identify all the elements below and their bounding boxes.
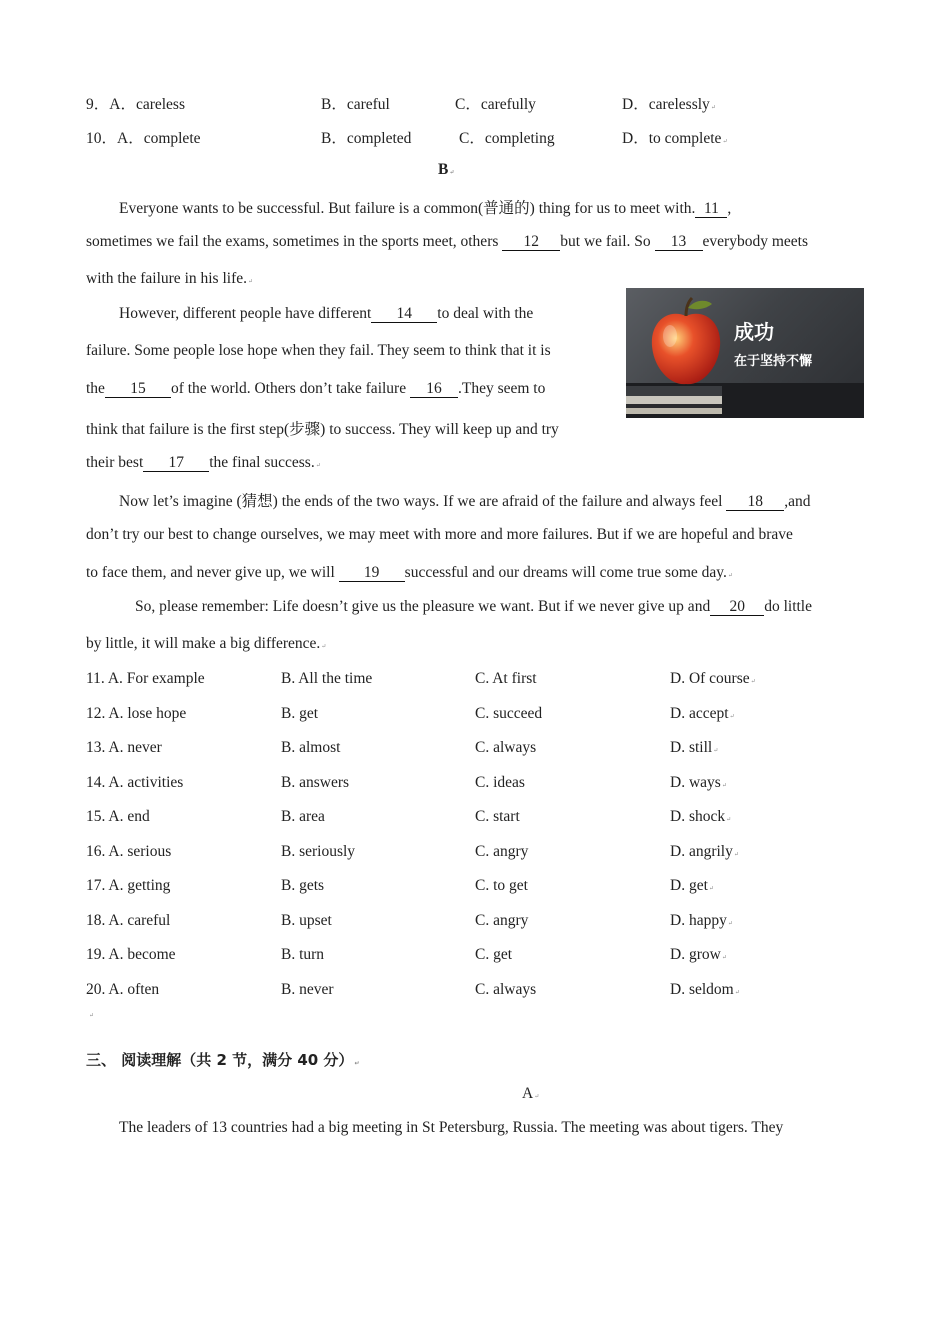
section-3-part-a-heading: A↵ xyxy=(522,1085,540,1102)
option-row-17-c: C. to get xyxy=(475,877,528,894)
option-row-13-d: D. still↵ xyxy=(670,739,719,756)
section-3-passage-line-1: The leaders of 13 countries had a big meeting in St Petersburg, Russia. The meeting was about tigers. They xyxy=(119,1119,784,1136)
q9-option-c: C．carefully xyxy=(455,96,536,113)
option-row-12-b: B. get xyxy=(281,705,319,722)
option-row-13-c: C. always xyxy=(475,739,537,756)
blank-19[interactable]: 19 xyxy=(339,565,405,582)
q10-option-b: B．completed xyxy=(321,130,412,147)
q9-option-b: B．careful xyxy=(321,96,390,113)
option-row-19-d: D. grow↵ xyxy=(670,946,727,963)
option-row-20-d: D. seldom↵ xyxy=(670,981,740,998)
blank-14[interactable]: 14 xyxy=(371,306,437,323)
option-row-12-a: 12. A. lose hope xyxy=(86,705,187,722)
passage-b-line-9: Now let’s imagine (猜想) the ends of the two ways. If we are afraid of the failure and always feel 18 ,and xyxy=(119,493,811,510)
passage-b-line-5: failure. Some people lose hope when they fail. They seem to think that it is xyxy=(86,342,551,359)
option-row-15-c: C. start xyxy=(475,808,520,825)
option-row-12-c: C. succeed xyxy=(475,705,543,722)
passage-b-line-2: sometimes we fail the exams, sometimes in the sports meet, others 12 but we fail. So 13 everybody meets xyxy=(86,233,808,250)
success-apple-image xyxy=(626,288,864,418)
option-row-17-d: D. get↵ xyxy=(670,877,714,894)
option-row-19-c: C. get xyxy=(475,946,513,963)
section-3-title: 三、 阅读理解（共 2 节，满分 40 分）↵ xyxy=(86,1051,360,1069)
option-row-19-b: B. turn xyxy=(281,946,325,963)
passage-b-line-3: with the failure in his life.↵ xyxy=(86,270,254,287)
blank-12[interactable]: 12 xyxy=(502,234,560,251)
option-row-15-d: D. shock↵ xyxy=(670,808,732,825)
q9-option-d: D．carelessly↵ xyxy=(622,96,716,113)
option-row-11-b: B. All the time xyxy=(281,670,373,687)
option-row-11-c: C. At first xyxy=(475,670,537,687)
option-row-11-a: 11. A. For example xyxy=(86,670,205,687)
option-row-13-a: 13. A. never xyxy=(86,739,162,756)
blank-15[interactable]: 15 xyxy=(105,381,171,398)
option-row-20-b: B. never xyxy=(281,981,334,998)
option-row-18-d: D. happy↵ xyxy=(670,912,733,929)
option-row-14-d: D. ways↵ xyxy=(670,774,727,791)
part-b-heading: B↵ xyxy=(438,161,455,178)
option-row-17-a: 17. A. getting xyxy=(86,877,171,894)
option-row-14-c: C. ideas xyxy=(475,774,525,791)
option-row-17-b: B. gets xyxy=(281,877,325,894)
option-row-19-a: 19. A. become xyxy=(86,946,176,963)
passage-b-line-10: don’t try our best to change ourselves, we may meet with more and more failures. But if we are hopeful and brave xyxy=(86,526,793,543)
passage-b-line-4: However, different people have different 14 to deal with the xyxy=(119,305,534,322)
passage-b-line-11: to face them, and never give up, we will 19 successful and our dreams will come true some day.↵ xyxy=(86,564,733,581)
option-row-11-d: D. Of course↵ xyxy=(670,670,756,687)
passage-b-line-12: So, please remember: Life doesn’t give us the pleasure we want. But if we never give up and 20 do little xyxy=(135,598,812,615)
option-row-20-c: C. always xyxy=(475,981,537,998)
option-row-16-a: 16. A. serious xyxy=(86,843,172,860)
passage-b-line-1: Everyone wants to be successful. But failure is a common(普通的) thing for us to meet with. 11 , xyxy=(119,200,732,217)
blank-16[interactable]: 16 xyxy=(410,381,458,398)
option-row-18-c: C. angry xyxy=(475,912,529,929)
option-row-13-b: B. almost xyxy=(281,739,341,756)
q9-option-a: 9．A．careless xyxy=(86,96,185,113)
blank-13[interactable]: 13 xyxy=(655,234,703,251)
option-row-20-a: 20. A. often xyxy=(86,981,160,998)
blank-18[interactable]: 18 xyxy=(726,494,784,511)
q10-option-a: 10．A．complete xyxy=(86,130,201,147)
passage-b-line-8: their best 17 the final success.↵ xyxy=(86,454,321,471)
option-row-15-a: 15. A. end xyxy=(86,808,150,825)
q10-option-d: D．to complete↵ xyxy=(622,130,728,147)
blank-20[interactable]: 20 xyxy=(710,599,764,616)
option-row-16-b: B. seriously xyxy=(281,843,356,860)
option-row-16-c: C. angry xyxy=(475,843,529,860)
blank-17[interactable]: 17 xyxy=(143,455,209,472)
option-row-14-a: 14. A. activities xyxy=(86,774,184,791)
q10-option-c: C．completing xyxy=(459,130,555,147)
passage-b-line-6: the 15 of the world. Others don’t take failure 16 .They seem to xyxy=(86,380,546,397)
option-row-15-b: B. area xyxy=(281,808,325,825)
paragraph-mark: ↵ xyxy=(89,1013,95,1019)
passage-b-line-7: think that failure is the first step(步骤) to success. They will keep up and try xyxy=(86,421,559,438)
blank-11[interactable]: 11 xyxy=(695,201,727,218)
option-row-12-d: D. accept↵ xyxy=(670,705,735,722)
option-row-18-a: 18. A. careful xyxy=(86,912,171,929)
option-row-14-b: B. answers xyxy=(281,774,350,791)
passage-b-line-13: by little, it will make a big difference.↵ xyxy=(86,635,327,652)
image-title: 成功 xyxy=(734,320,774,344)
option-row-16-d: D. angrily↵ xyxy=(670,843,739,860)
option-row-18-b: B. upset xyxy=(281,912,332,929)
image-subtitle: 在于坚持不懈 xyxy=(734,354,813,369)
